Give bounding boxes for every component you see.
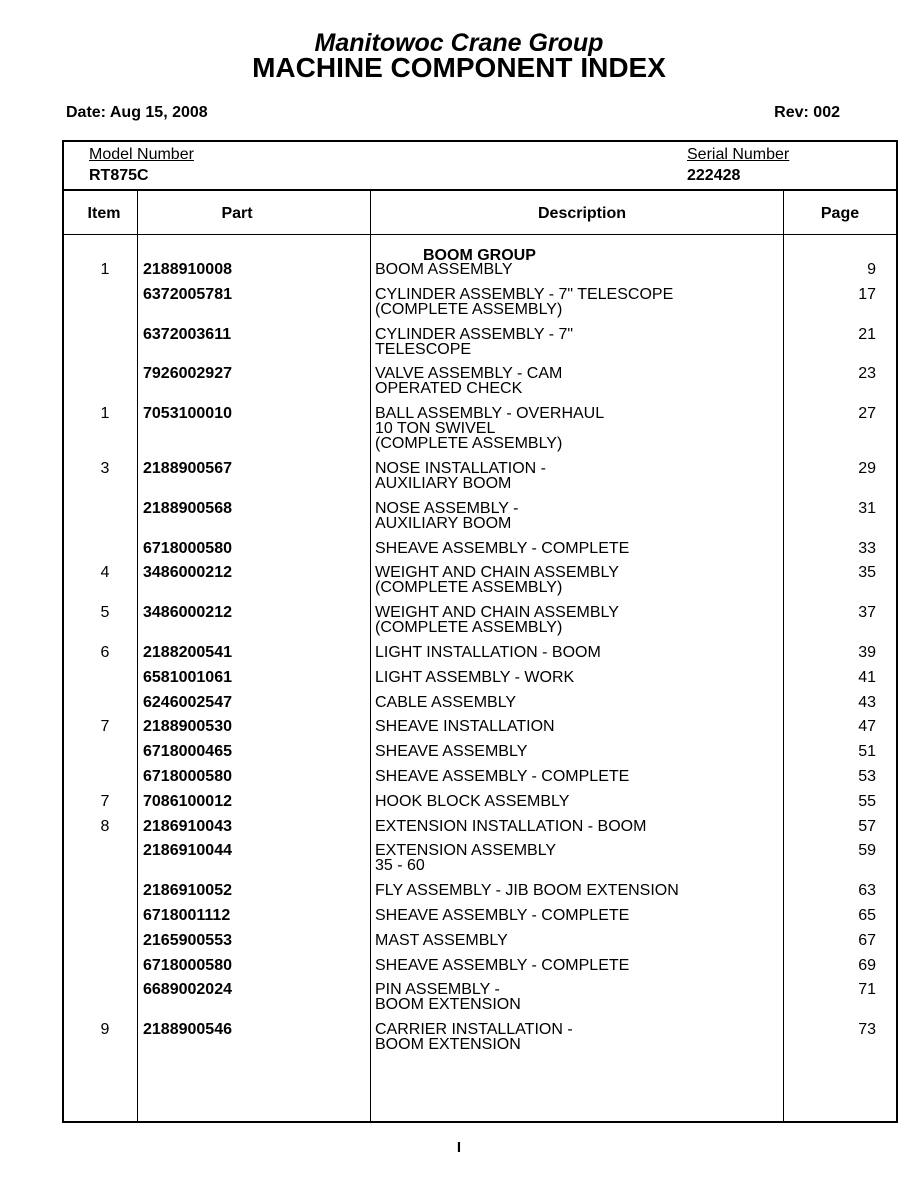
table-row xyxy=(64,767,896,792)
part-number-cell: 6372003611 xyxy=(143,325,232,343)
page-cell: 47 xyxy=(858,718,876,736)
page-cell: 69 xyxy=(858,956,876,974)
description-cell: BALL ASSEMBLY - OVERHAUL 10 TON SWIVEL (COMPLETE ASSEMBLY) xyxy=(375,405,605,453)
document-title: MACHINE COMPONENT INDEX xyxy=(252,52,666,83)
description-cell: SHEAVE ASSEMBLY - COMPLETE xyxy=(375,906,630,924)
description-cell: NOSE ASSEMBLY - AUXILIARY BOOM xyxy=(375,499,519,532)
table-row xyxy=(64,1020,896,1060)
table-row xyxy=(64,643,896,668)
page-cell: 31 xyxy=(858,499,876,517)
part-number-cell: 6689002024 xyxy=(143,981,232,999)
item-cell: 7 xyxy=(100,718,110,736)
table-row xyxy=(64,668,896,693)
description-cell: CABLE ASSEMBLY xyxy=(375,693,517,711)
header-divider xyxy=(64,189,896,191)
column-header-item: Item xyxy=(87,205,121,222)
page-cell: 67 xyxy=(858,931,876,949)
description-cell: WEIGHT AND CHAIN ASSEMBLY (COMPLETE ASSEMBLY) xyxy=(375,604,619,637)
part-number-cell: 6718001112 xyxy=(143,906,231,924)
group-heading-row xyxy=(64,246,896,264)
table-row xyxy=(64,906,896,931)
part-number-cell: 7926002927 xyxy=(143,365,232,383)
table-row xyxy=(64,499,896,539)
description-cell: SHEAVE INSTALLATION xyxy=(375,718,555,736)
table-row xyxy=(64,539,896,564)
page-cell: 29 xyxy=(858,459,876,477)
page-cell: 21 xyxy=(858,325,876,343)
table-row xyxy=(64,792,896,817)
item-cell: 5 xyxy=(100,604,110,622)
part-number-cell: 2186910044 xyxy=(143,842,232,860)
page-cell: 55 xyxy=(858,792,876,810)
column-header-part: Part xyxy=(221,205,253,222)
description-cell: HOOK BLOCK ASSEMBLY xyxy=(375,792,570,810)
serial-number-value: 222428 xyxy=(687,167,741,184)
page-number: I xyxy=(456,1139,462,1156)
page-cell: 41 xyxy=(858,668,876,686)
part-number-cell: 2165900553 xyxy=(143,931,232,949)
table-row xyxy=(64,817,896,842)
company-name: Manitowoc Crane Group xyxy=(314,29,604,57)
page-cell: 33 xyxy=(858,539,876,557)
table-row xyxy=(64,603,896,643)
item-cell: 1 xyxy=(100,405,110,423)
page-cell: 35 xyxy=(858,564,876,582)
part-number-cell: 3486000212 xyxy=(143,604,232,622)
table-row xyxy=(64,285,896,325)
part-number-cell: 6718000580 xyxy=(143,767,232,785)
page-cell: 71 xyxy=(858,981,876,999)
page-cell: 9 xyxy=(867,261,876,278)
table-row xyxy=(64,260,896,285)
part-number-cell: 3486000212 xyxy=(143,564,232,582)
item-cell: 8 xyxy=(100,817,110,835)
page-cell: 39 xyxy=(858,643,876,661)
table-row xyxy=(64,325,896,365)
page-cell: 51 xyxy=(858,743,876,761)
description-cell: SHEAVE ASSEMBLY xyxy=(375,743,528,761)
table-row xyxy=(64,956,896,981)
part-number-cell: 6718000465 xyxy=(143,743,232,761)
description-cell: EXTENSION INSTALLATION - BOOM xyxy=(375,817,647,835)
revision-label: Rev: 002 xyxy=(774,104,840,121)
part-number-cell: 2188900530 xyxy=(143,718,232,736)
description-cell: LIGHT INSTALLATION - BOOM xyxy=(375,643,601,661)
page-cell: 17 xyxy=(858,285,876,303)
item-cell: 1 xyxy=(100,261,110,278)
description-cell: CYLINDER ASSEMBLY - 7" TELESCOPE xyxy=(375,325,574,358)
description-cell: SHEAVE ASSEMBLY - COMPLETE xyxy=(375,539,630,557)
group-title: BOOM GROUP xyxy=(423,247,536,264)
page-cell: 23 xyxy=(858,365,876,383)
model-number-label: Model Number xyxy=(89,146,194,163)
model-number-value: RT875C xyxy=(89,167,149,184)
description-cell: NOSE INSTALLATION - AUXILIARY BOOM xyxy=(375,459,546,492)
table-row xyxy=(64,717,896,742)
description-cell: SHEAVE ASSEMBLY - COMPLETE xyxy=(375,956,630,974)
table-row xyxy=(64,404,896,459)
part-number-cell: 2186910043 xyxy=(143,817,232,835)
description-cell: CARRIER INSTALLATION - BOOM EXTENSION xyxy=(375,1021,573,1054)
page-cell: 73 xyxy=(858,1021,876,1039)
part-number-cell: 2188900567 xyxy=(143,459,232,477)
serial-number-label: Serial Number xyxy=(687,146,790,163)
table-row xyxy=(64,881,896,906)
page-cell: 43 xyxy=(858,693,876,711)
page-cell: 27 xyxy=(858,405,876,423)
column-header-divider xyxy=(64,234,896,235)
page-cell: 65 xyxy=(858,906,876,924)
table-row xyxy=(64,931,896,956)
table-row xyxy=(64,364,896,404)
item-cell: 3 xyxy=(100,459,110,477)
table-row xyxy=(64,980,896,1020)
part-number-cell: 2188900546 xyxy=(143,1021,232,1039)
description-cell: WEIGHT AND CHAIN ASSEMBLY (COMPLETE ASSEMBLY) xyxy=(375,564,619,597)
item-cell: 6 xyxy=(100,643,110,661)
description-cell: PIN ASSEMBLY - BOOM EXTENSION xyxy=(375,981,521,1014)
table-row xyxy=(64,459,896,499)
part-number-cell: 7053100010 xyxy=(143,405,232,423)
part-number-cell: 6718000580 xyxy=(143,956,232,974)
page-cell: 63 xyxy=(858,882,876,900)
description-cell: SHEAVE ASSEMBLY - COMPLETE xyxy=(375,767,630,785)
table-row xyxy=(64,841,896,881)
part-number-cell: 2186910052 xyxy=(143,882,232,900)
description-cell: VALVE ASSEMBLY - CAM OPERATED CHECK xyxy=(375,365,563,398)
page-cell: 57 xyxy=(858,817,876,835)
part-number-cell: 6718000580 xyxy=(143,539,232,557)
description-cell: FLY ASSEMBLY - JIB BOOM EXTENSION xyxy=(375,882,679,900)
table-row xyxy=(64,693,896,718)
description-cell: CYLINDER ASSEMBLY - 7" TELESCOPE (COMPLETE ASSEMBLY) xyxy=(375,285,674,318)
part-number-cell: 2188910008 xyxy=(143,261,232,278)
page-cell: 37 xyxy=(858,604,876,622)
description-cell: MAST ASSEMBLY xyxy=(375,931,508,949)
part-number-cell: 6246002547 xyxy=(143,693,232,711)
page-cell: 53 xyxy=(858,767,876,785)
part-number-cell: 7086100012 xyxy=(143,792,232,810)
table-row xyxy=(64,742,896,767)
date-label: Date: Aug 15, 2008 xyxy=(66,104,208,121)
table-body xyxy=(64,246,896,1060)
description-cell: BOOM ASSEMBLY xyxy=(375,261,513,278)
part-number-cell: 6581001061 xyxy=(143,668,232,686)
item-cell: 9 xyxy=(100,1021,110,1039)
description-cell: EXTENSION ASSEMBLY 35 - 60 xyxy=(375,842,557,875)
part-number-cell: 2188900568 xyxy=(143,499,232,517)
component-index-table xyxy=(62,140,898,1123)
part-number-cell: 2188200541 xyxy=(143,643,232,661)
row-container xyxy=(64,260,896,1060)
item-cell: 4 xyxy=(100,564,110,582)
column-header-description: Description xyxy=(537,205,626,222)
item-cell: 7 xyxy=(100,792,110,810)
column-header-page: Page xyxy=(820,205,860,222)
page-cell: 59 xyxy=(858,842,876,860)
part-number-cell: 6372005781 xyxy=(143,285,232,303)
table-row xyxy=(64,563,896,603)
description-cell: LIGHT ASSEMBLY - WORK xyxy=(375,668,575,686)
